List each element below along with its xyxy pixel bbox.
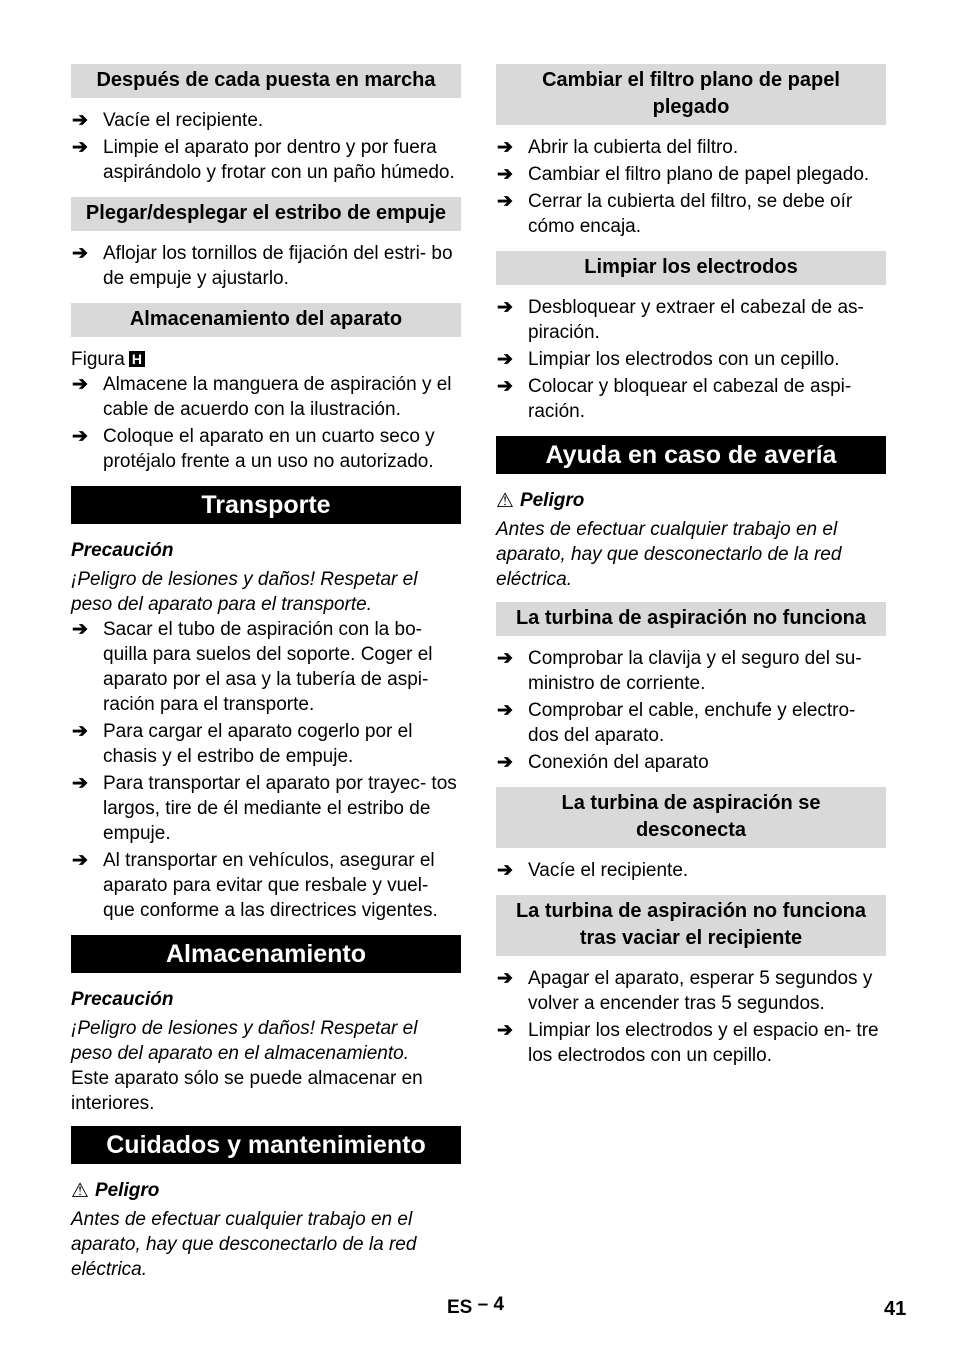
list-item: ➔ Comprobar el cable, enchufe y electro- dos del aparato. [497, 700, 856, 746]
list-item: ➔ Limpie el aparato por dentro y por fuera aspirándolo y frotar con un paño húmedo. [72, 137, 455, 183]
list-filtro [496, 135, 886, 239]
page-number: 41 [884, 1298, 907, 1320]
list-item: ➔ Apagar el aparato, esperar 5 segundos y volver a encender tras 5 segundos. [497, 968, 873, 1014]
list-despues [71, 108, 461, 185]
arrow-right-icon: ➔ [72, 110, 88, 131]
list-item: ➔ Comprobar la clavija y el seguro del su- ministro de corriente. [497, 648, 862, 694]
list-desconecta [496, 858, 886, 883]
heading-despues: Después de cada puesta en marcha [71, 64, 461, 98]
arrow-right-icon: ➔ [497, 752, 513, 773]
danger-label: ⚠ Peligro [71, 1179, 160, 1202]
list-item: ➔ Desbloquear y extraer el cabezal de as- piración. [497, 297, 864, 343]
caution-text: ¡Peligro de lesiones y daños! Respetar el peso del aparato en el almacenamiento. [71, 1018, 418, 1064]
right-column [496, 64, 886, 1070]
arrow-right-icon: ➔ [497, 648, 513, 669]
footer-sheet: – 4 [477, 1294, 505, 1315]
list-tras-vaciar [496, 966, 886, 1068]
heading-desconecta: La turbina de aspiración se desconecta [496, 787, 886, 848]
list-item: ➔ Para transportar el aparato por trayec- tos largos, tire de él mediante el estribo de empuje. [72, 773, 457, 844]
list-item: ➔ Cerrar la cubierta del filtro, se debe oír cómo encaja. [497, 191, 853, 237]
heading-plegar: Plegar/desplegar el estribo de empuje [71, 197, 461, 231]
footer-language: ES [447, 1297, 473, 1318]
list-item: ➔ Aflojar los tornillos de fijación del estri- bo de empuje y ajustarlo. [72, 243, 453, 289]
list-no-funciona [496, 646, 886, 775]
arrow-right-icon: ➔ [72, 243, 88, 264]
list-item: ➔ Cambiar el filtro plano de papel plegado. [497, 164, 870, 185]
list-item: ➔ Sacar el tubo de aspiración con la bo- quilla para suelos del soporte. Coger el aparato por el asa y la tubería de aspi- ración para el transporte. [72, 619, 433, 715]
list-item: ➔ Colocar y bloquear el cabezal de aspi- ración. [497, 376, 852, 422]
arrow-right-icon: ➔ [497, 349, 513, 370]
arrow-right-icon: ➔ [497, 137, 513, 158]
danger-text: Antes de efectuar cualquier trabajo en el aparato, hay que desconectarlo de la red eléctrica. [496, 519, 842, 590]
list-electrodos [496, 295, 886, 424]
list-transporte [71, 617, 461, 923]
heading-tras-vaciar: La turbina de aspiración no funciona tras vaciar el recipiente [496, 895, 886, 956]
arrow-right-icon: ➔ [497, 164, 513, 185]
danger-label: ⚠ Peligro [496, 489, 585, 512]
list-item: ➔ Abrir la cubierta del filtro. [497, 137, 739, 158]
almacenamiento-text: Este aparato sólo se puede almacenar en interiores. [71, 1068, 423, 1114]
arrow-right-icon: ➔ [72, 374, 88, 395]
heading-no-funciona: La turbina de aspiración no funciona [496, 602, 886, 636]
section-almacenamiento: Almacenamiento [71, 935, 461, 973]
arrow-right-icon: ➔ [72, 426, 88, 447]
warning-triangle-icon: ⚠ [71, 1179, 89, 1202]
arrow-right-icon: ➔ [497, 968, 513, 989]
list-item: ➔ Almacene la manguera de aspiración y el cable de acuerdo con la ilustración. [72, 374, 452, 420]
section-ayuda: Ayuda en caso de avería [496, 436, 886, 474]
caution-label: Precaución [71, 540, 174, 561]
list-plegar [71, 241, 461, 291]
arrow-right-icon: ➔ [72, 137, 88, 158]
arrow-right-icon: ➔ [497, 1020, 513, 1041]
arrow-right-icon: ➔ [497, 700, 513, 721]
figure-reference: Figura H [71, 347, 461, 372]
list-item: ➔ Al transportar en vehículos, asegurar el aparato para evitar que resbale y vuel- que conforme a las directrices vigentes. [72, 850, 438, 921]
arrow-right-icon: ➔ [72, 773, 88, 794]
heading-electrodos: Limpiar los electrodos [496, 251, 886, 285]
caution-text: ¡Peligro de lesiones y daños! Respetar el peso del aparato para el transporte. [71, 569, 418, 615]
list-item: ➔ Conexión del aparato [497, 752, 709, 773]
danger-text: Antes de efectuar cualquier trabajo en el aparato, hay que desconectarlo de la red eléctrica. [71, 1209, 417, 1280]
left-column [71, 64, 461, 1282]
heading-almacenamiento-aparato: Almacenamiento del aparato [71, 303, 461, 337]
caution-label: Precaución [71, 989, 174, 1010]
list-item: ➔ Para cargar el aparato cogerlo por el chasis y el estribo de empuje. [72, 721, 413, 767]
list-almacenamiento-aparato [71, 372, 461, 474]
footer-language-sheet [447, 1294, 505, 1319]
arrow-right-icon: ➔ [497, 376, 513, 397]
arrow-right-icon: ➔ [497, 297, 513, 318]
list-item: ➔ Coloque el aparato en un cuarto seco y protéjalo frente a un uso no autorizado. [72, 426, 435, 472]
arrow-right-icon: ➔ [72, 850, 88, 871]
section-cuidados: Cuidados y mantenimiento [71, 1126, 461, 1164]
warning-triangle-icon: ⚠ [496, 489, 514, 512]
arrow-right-icon: ➔ [497, 860, 513, 881]
section-transporte: Transporte [71, 486, 461, 524]
list-item: ➔ Vacíe el recipiente. [497, 860, 689, 881]
arrow-right-icon: ➔ [72, 721, 88, 742]
figure-badge: H [129, 351, 145, 367]
list-item: ➔ Limpiar los electrodos y el espacio en- tre los electrodos con un cepillo. [497, 1020, 879, 1066]
heading-filtro: Cambiar el filtro plano de papel plegado [496, 64, 886, 125]
list-item: ➔ Vacíe el recipiente. [72, 110, 264, 131]
arrow-right-icon: ➔ [497, 191, 513, 212]
list-item: ➔ Limpiar los electrodos con un cepillo. [497, 349, 840, 370]
arrow-right-icon: ➔ [72, 619, 88, 640]
